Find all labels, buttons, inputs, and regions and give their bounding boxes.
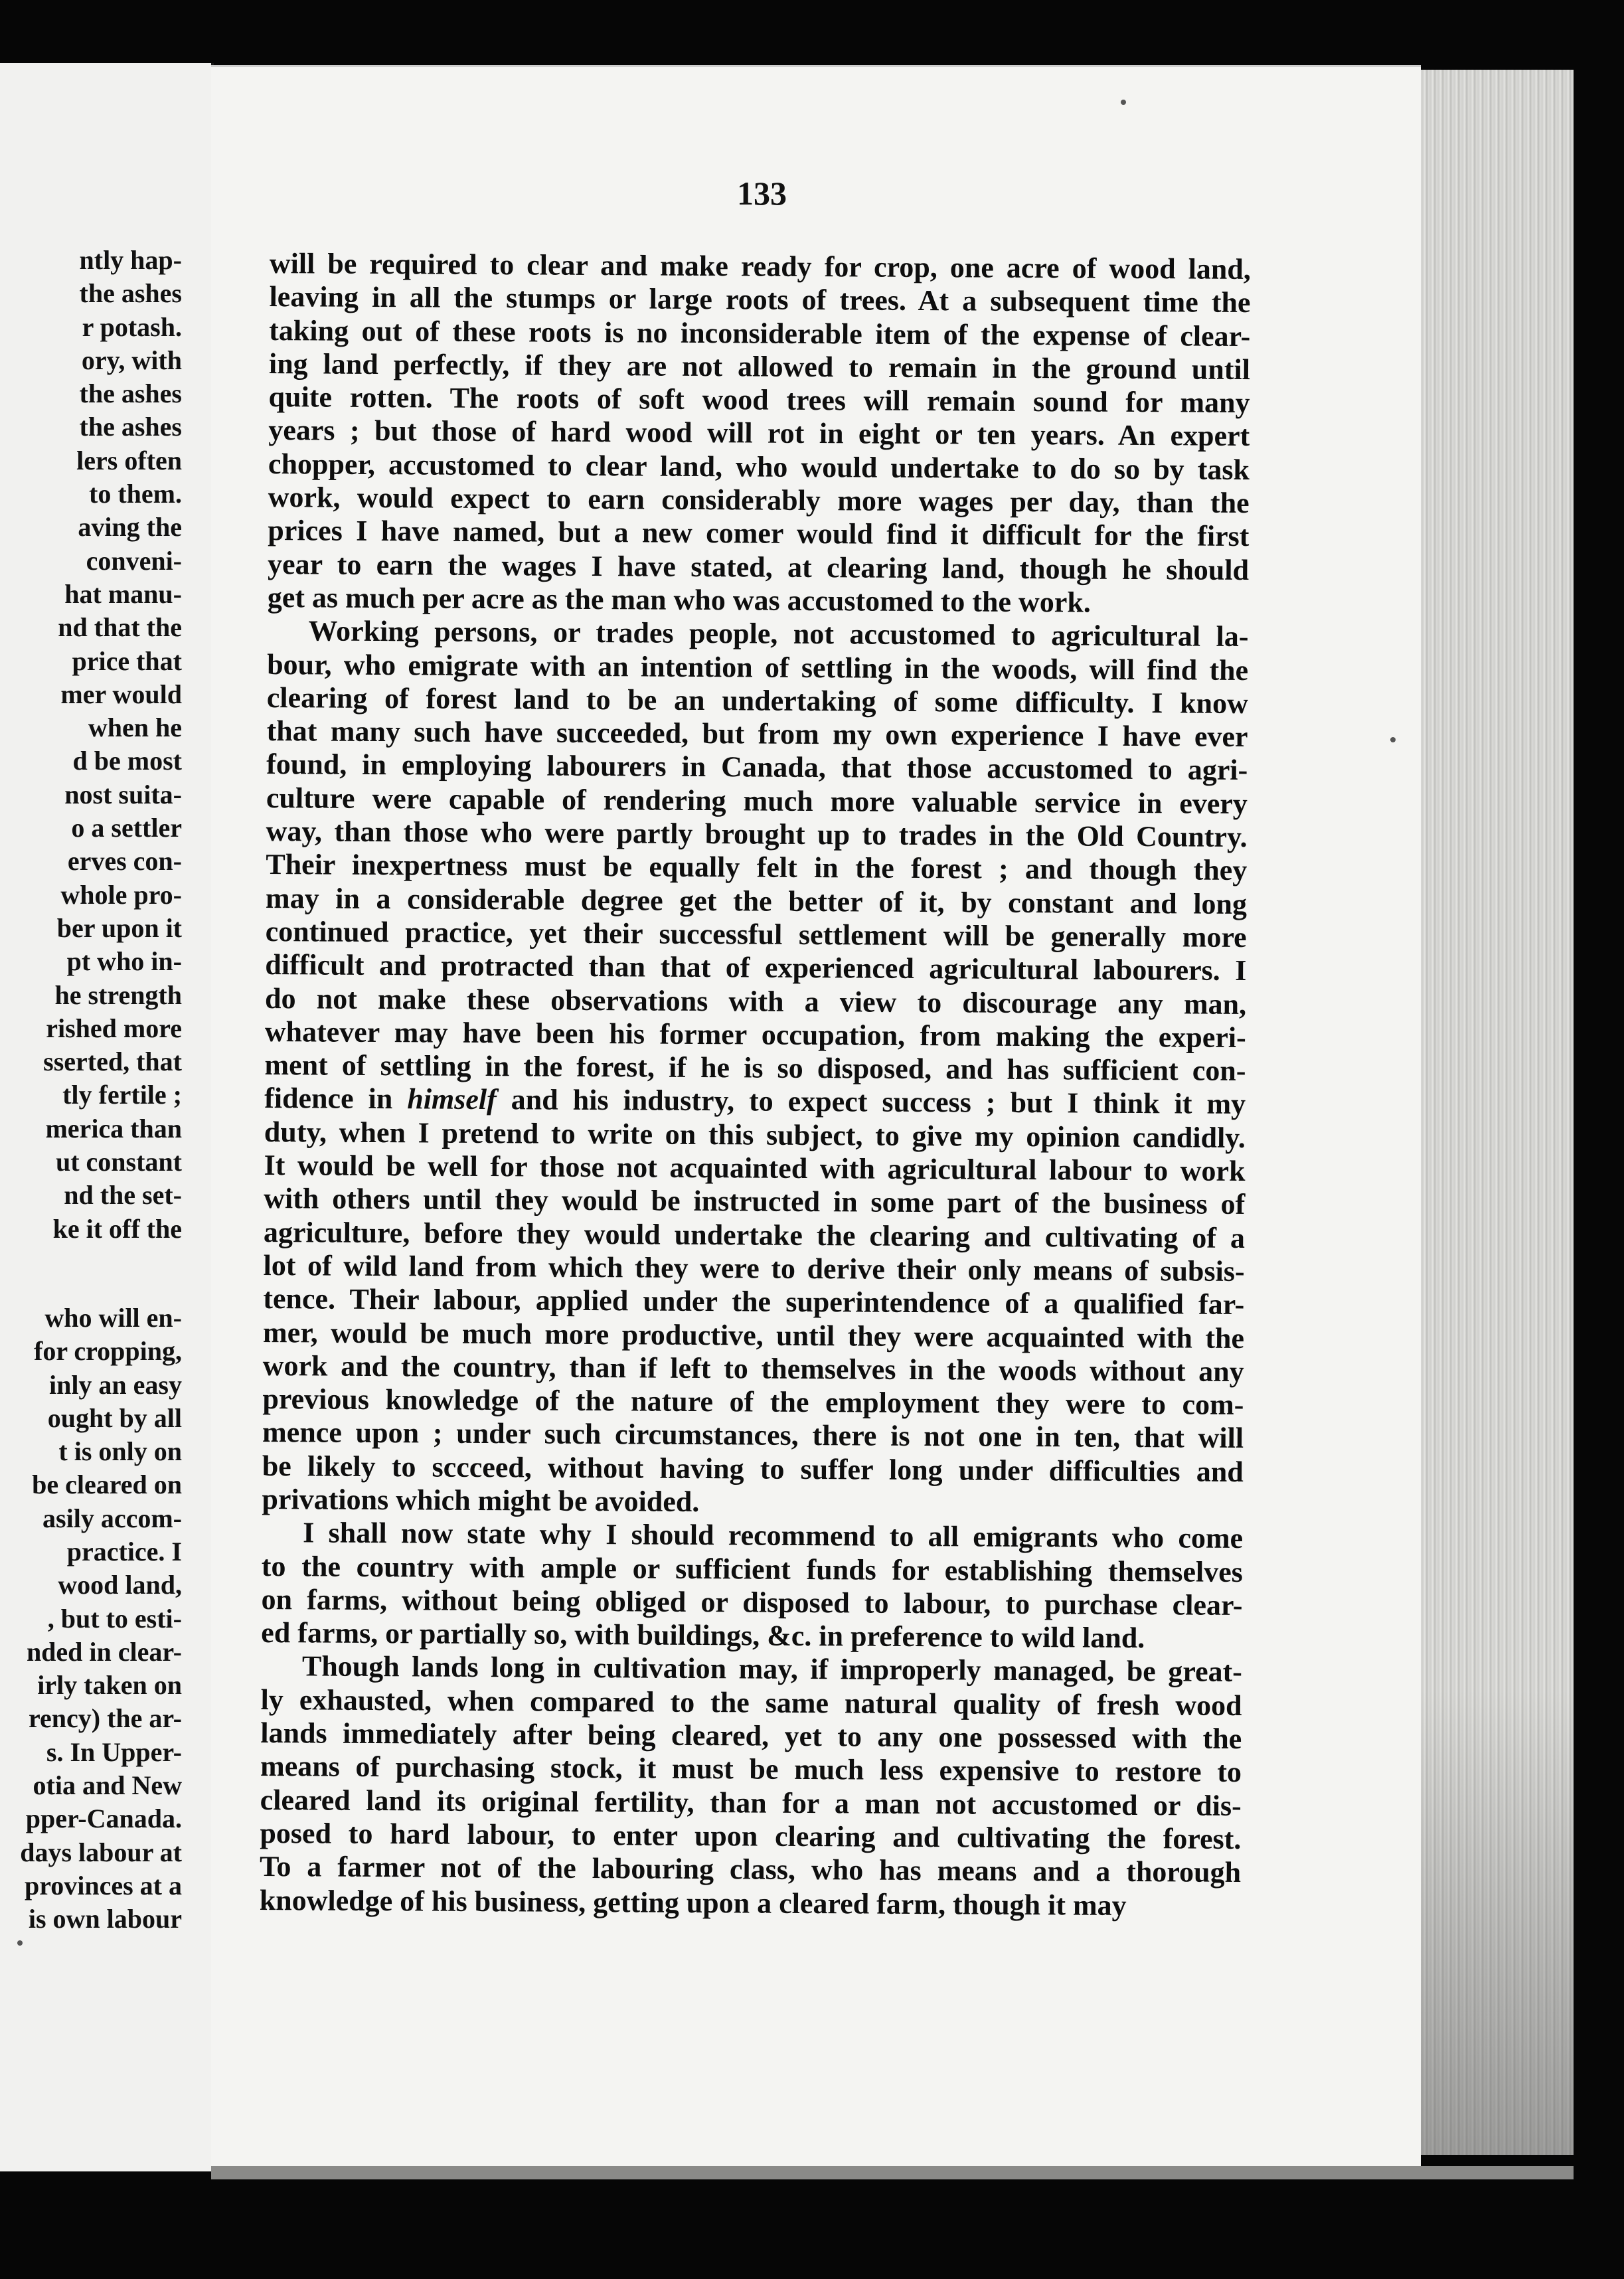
text-line: difficult and protracted than that of experienced agricultural labourers. I — [265, 948, 1247, 987]
text-line: I shall now state why I should recommend to all emigrants who come — [303, 1516, 1244, 1555]
text-line: means of purchasing stock, it must be much less expensive to restore to — [260, 1750, 1242, 1789]
text-line: found, in employing labourers in Canada, that those accustomed to agri- — [266, 748, 1248, 787]
left-page-line: ought by all — [47, 1402, 182, 1433]
text-line: privations which might be avoided. — [262, 1482, 700, 1518]
left-page-line: merica than — [45, 1113, 182, 1143]
left-page-line: rished more — [46, 1013, 182, 1043]
text-line: To a farmer not of the labouring class, who has means and a thorough — [259, 1850, 1242, 1889]
text-line: knowledge of his business, getting upon a cleared farm, though it may — [259, 1883, 1127, 1922]
left-page-line: whole pro- — [60, 879, 182, 910]
left-page-line: when he — [88, 713, 182, 743]
left-page-line: price that — [72, 645, 182, 676]
text-line: Though lands long in cultivation may, if improperly managed, be great- — [301, 1649, 1243, 1689]
left-page-line: ber upon it — [56, 912, 182, 943]
left-page-line: pt who in- — [66, 946, 182, 977]
text-line: duty, when I pretend to write on this subject, to give my opinion candidly. — [264, 1115, 1246, 1154]
left-page-line: ke it off the — [52, 1213, 182, 1244]
left-page-line: ut constant — [55, 1147, 182, 1177]
text-line: ment of settling in the forest, if he is so disposed, and has sufficient con- — [264, 1049, 1246, 1088]
paragraph — [260, 1649, 1242, 1922]
text-line: It would be well for those not acquainted with agricultural labour to work — [264, 1148, 1246, 1188]
text-line: fidence in himself and his industry, to expect success ; but I think it my — [264, 1082, 1246, 1121]
text-line: Their inexpertness must be equally felt in the forest ; and though they — [266, 848, 1248, 887]
left-page-line: hat manu- — [64, 578, 182, 609]
text-line: mence upon ; under such circumstances, there is not one in ten, that will — [262, 1416, 1244, 1455]
left-page-line: provinces at a — [24, 1870, 182, 1900]
left-page-line: the ashes — [79, 412, 182, 442]
left-page-line — [20, 1246, 182, 1302]
left-page-line: asily accom- — [42, 1503, 182, 1533]
text-line: culture were capable of rendering much more valuable service in every — [266, 781, 1248, 820]
left-page-line: mer would — [60, 679, 182, 709]
text-line: clearing of forest land to be an undertaking of some difficulty. I know — [266, 681, 1248, 720]
text-line: that many such have succeeded, but from my own experience I have ever — [266, 715, 1248, 754]
text-line: mer, would be much more productive, until they were acquainted with the — [262, 1315, 1245, 1355]
text-line: prices I have named, but a new comer would find it difficult for the first — [268, 514, 1250, 553]
text-line: lot of wild land from which they were to derive their only means of subsis- — [263, 1248, 1245, 1288]
text-line: ly exhausted, when compared to the same natural quality of fresh wood — [260, 1683, 1242, 1722]
speck-mark — [17, 1940, 23, 1946]
text-line: taking out of these roots is no inconsiderable item of the expense of clear- — [269, 313, 1251, 353]
text-line: do not make these observations with a view to discourage any man, — [264, 981, 1247, 1021]
left-page-line: be cleared on — [32, 1470, 182, 1500]
text-line: tence. Their labour, applied under the superintendence of a qualified far- — [263, 1282, 1245, 1321]
text-line: work, would expect to earn considerably more wages per day, than the — [268, 481, 1250, 520]
left-page-line: o a settler — [71, 813, 182, 843]
left-page-line: , but to esti- — [47, 1603, 182, 1634]
left-page-line: sserted, that — [43, 1047, 182, 1077]
text-line: ing land perfectly, if they are not allowed to remain in the ground until — [268, 347, 1251, 386]
left-page-line: lers often — [76, 445, 182, 475]
left-page-line: for cropping, — [34, 1336, 182, 1367]
text-line: leaving in all the stumps or large roots of trees. At a subsequent time the — [269, 280, 1251, 319]
left-page-line: tly fertile ; — [62, 1080, 182, 1110]
left-page-line: pper-Canada. — [25, 1804, 182, 1834]
left-page-line: to them. — [89, 479, 182, 509]
text-line: chopper, accustomed to clear land, who would undertake to do so by task — [268, 447, 1250, 486]
left-page-line: nd the set- — [64, 1180, 182, 1211]
left-page-line: practice. I — [66, 1536, 182, 1566]
left-page-line: r potash. — [82, 311, 182, 342]
left-page-text-fragments — [20, 244, 182, 1936]
text-line: continued practice, yet their successful settlement will be generally more — [265, 914, 1247, 954]
left-page-line: aving the — [78, 512, 182, 543]
body-text — [260, 247, 1251, 1923]
text-line: to the country with ample or sufficient funds for establishing themselves — [261, 1549, 1243, 1588]
text-line: bour, who emigrate with an intention of settling in the woods, will find the — [267, 647, 1249, 687]
left-page-line: irly taken on — [37, 1670, 182, 1701]
left-page-line: nded in clear- — [26, 1636, 182, 1667]
text-line: with others until they would be instructed in some part of the business of — [264, 1182, 1246, 1221]
left-page-line: rency) the ar- — [28, 1703, 182, 1734]
speck-mark — [1390, 737, 1396, 742]
text-line: way, than those who were partly brought up to trades in the Old Country. — [266, 815, 1248, 854]
left-page-line: t is only on — [58, 1436, 182, 1467]
left-page-line: d be most — [72, 746, 182, 776]
left-page-line: conveni- — [86, 545, 182, 576]
text-line: whatever may have been his former occupation, from making the experi- — [264, 1015, 1246, 1054]
text-line: previous knowledge of the nature of the employment they were to com- — [262, 1383, 1244, 1422]
left-page-line: days labour at — [20, 1837, 182, 1867]
page-number: 133 — [737, 175, 787, 212]
left-page-line: ory, with — [81, 345, 182, 375]
text-line: agriculture, before they would undertake the clearing and cultivating of a — [263, 1215, 1246, 1254]
left-page-line: the ashes — [79, 379, 182, 409]
text-line: will be required to clear and make ready for crop, one acre of wood land, — [269, 247, 1251, 286]
left-page-line: is own labour — [28, 1904, 182, 1934]
left-page-line: erves con- — [67, 846, 182, 877]
text-line: years ; but those of hard wood will rot in eight or ten years. An expert — [268, 414, 1250, 453]
text-line: Working persons, or trades people, not accustomed to agricultural la- — [308, 614, 1249, 653]
left-page-line: inly an easy — [48, 1369, 182, 1400]
left-page-line: ntly hap- — [79, 245, 182, 275]
left-page-line: otia and New — [33, 1770, 182, 1801]
text-line: quite rotten. The roots of soft wood trees will remain sound for many — [268, 380, 1250, 420]
text-line: posed to hard labour, to enter upon clearing and cultivating the forest. — [260, 1816, 1242, 1855]
text-line: get as much per acre as the man who was accustomed to the work. — [267, 580, 1091, 619]
page-edges — [1421, 70, 1574, 2155]
text-line: work and the country, than if left to themselves in the woods without any — [262, 1349, 1244, 1388]
left-page-line: nost suita- — [64, 779, 182, 809]
left-page-line: he strength — [54, 979, 182, 1010]
page-bottom-edge — [211, 2166, 1574, 2179]
paragraph — [262, 614, 1248, 1522]
text-line: cleared land its original fertility, than for a man not accustomed or dis- — [260, 1783, 1242, 1822]
speck-mark — [1121, 100, 1126, 105]
left-page-line: the ashes — [79, 278, 182, 309]
paragraph — [261, 1516, 1243, 1655]
text-line: year to earn the wages I have stated, at clearing land, though he should — [267, 547, 1250, 586]
text-line: on farms, without being obliged or disposed to labour, to purchase clear- — [261, 1582, 1243, 1622]
left-page-line: wood land, — [58, 1570, 182, 1600]
text-line: may in a considerable degree get the better of it, by constant and long — [265, 881, 1248, 920]
text-line: lands immediately after being cleared, yet to any one possessed with the — [260, 1717, 1242, 1756]
left-facing-page — [0, 63, 214, 2171]
text-line: ed farms, or partially so, with buildings, &c. in preference to wild land. — [261, 1616, 1145, 1655]
left-page-line: s. In Upper- — [46, 1736, 182, 1767]
left-page-line: who will en- — [44, 1302, 182, 1333]
left-page-line: nd that the — [58, 612, 182, 643]
text-line: be likely to sccceed, without having to suffer long under difficulties and — [262, 1449, 1244, 1488]
paragraph — [268, 247, 1251, 620]
